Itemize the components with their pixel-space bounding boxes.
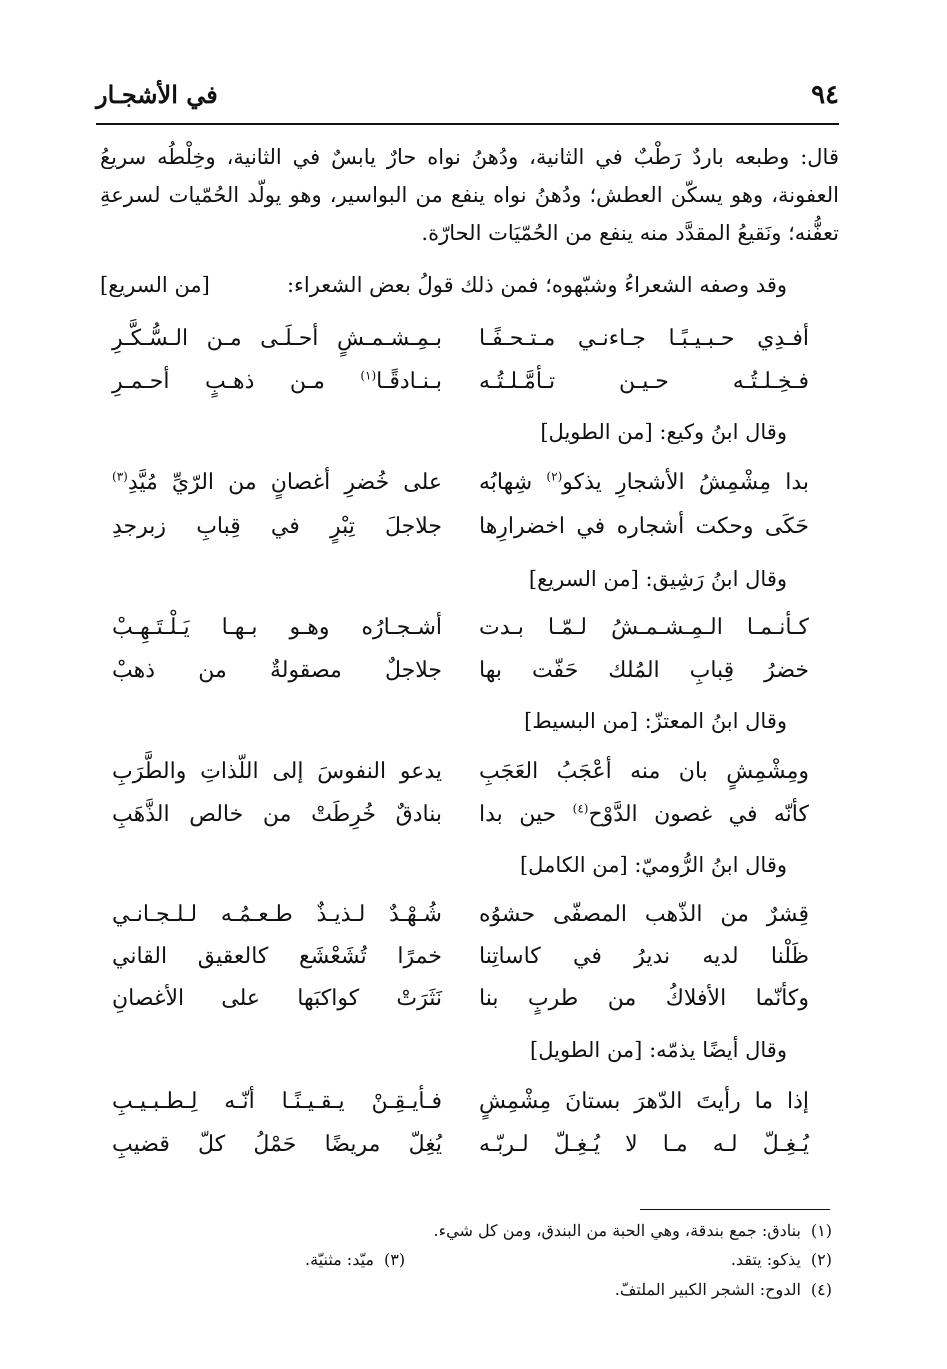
verse-text: شِهابُه — [479, 470, 547, 495]
section-intro — [100, 846, 787, 884]
page-number: ٩٤ — [811, 80, 839, 110]
footnote-rule — [640, 1209, 830, 1210]
intro-text: وقال ابنُ المعتزّ: — [644, 709, 787, 733]
verse-second-hemistich: فـأيـقِـنْ يـقـيـنًـا أنّـه لِـطـبـيـبِ — [112, 1089, 442, 1114]
verse-first-hemistich: أفـدِي حـبـيـبًـا جـاءنـي مـتـحـفًـا — [479, 326, 809, 351]
verse-second-hemistich — [112, 360, 442, 404]
verse-first-hemistich: يُـغِـلّ لـه مـا لا يُـغِـلّ لـربّـه — [479, 1132, 809, 1157]
footnote-marker: (١) — [360, 368, 377, 383]
verse-text: حين بدا — [479, 802, 573, 827]
footnote-text: يذكو: يتقد. — [730, 1250, 801, 1269]
footnote-number: (٤) — [810, 1280, 832, 1299]
verse-first-hemistich: إذا ما رأيتَ الدّهرَ بستانَ مِشْمِشٍ — [479, 1089, 809, 1114]
section-intro — [100, 266, 787, 304]
verse-first-hemistich — [479, 793, 809, 837]
running-title: في الأشجـار — [96, 80, 218, 109]
section-intro — [100, 1031, 787, 1069]
section-intro — [100, 560, 787, 598]
footnote — [615, 1278, 832, 1302]
verse-first-hemistich: حَكَى وحكت أشجاره في اخضرارِها — [479, 514, 809, 539]
footnote-text: الدوح: الشجر الكبير الملتفّ. — [614, 1280, 801, 1299]
prose-text: قال: وطبعه باردٌ رَطْبٌ في الثانية، ودُهنُ نواه حارٌ يابسٌ في الثانية، وخِلْطُه سريعُ العفونة، وهو يسكّن العطش؛ ودُهنُ نواه ينفع من البواسير، وهو يولّد الحُمّيات لسرعةِ تعفُّنه؛ ونَقيعُ المقدَّد منه ينفع من الحُمّيَات الحارّة. — [100, 145, 839, 245]
verse-first-hemistich: وكأنّما الأفلاكُ من طربٍ بنا — [479, 986, 809, 1011]
verse-second-hemistich: يدعو النفوسَ إلى اللّذاتِ والطَّرَبِ — [112, 759, 442, 784]
verse-second-hemistich: بنادقٌ خُرِطَتْ من خالص الذَّهَبِ — [112, 802, 442, 827]
verse-second-hemistich: خمرًا تُشَعْشَع كالعقيق القاني — [112, 944, 442, 969]
intro-text: وقال أيضًا يذمّه: — [649, 1038, 787, 1062]
verse-text: بدا مِشْمِشُ الأشجارِ يذكو — [562, 470, 809, 495]
verse-second-hemistich — [112, 461, 442, 505]
verse-first-hemistich: ومِشْمِشٍ بان منه أعْجَبُ العَجَبِ — [479, 759, 809, 784]
verse-second-hemistich: جلاجلَ تِبْرٍ في قِبابِ زبرجدِ — [112, 514, 442, 539]
verse-first-hemistich: كـأنـمـا الـمِـشـمـشُ لـمّـا بـدت — [479, 615, 809, 640]
footnote-marker: (٢) — [546, 469, 563, 484]
footnote — [731, 1248, 832, 1272]
verse-second-hemistich: يُغِلّ مريضًا حَمْلُ كلّ قضيبِ — [112, 1132, 442, 1157]
section-intro — [100, 413, 787, 451]
verse-second-hemistich: شُـهْـدٌ لـذيـذٌ طـعـمُـه لـلـجـانـي — [112, 902, 442, 927]
footnote-number: (٣) — [384, 1250, 406, 1269]
verse-second-hemistich: بـمِـشـمـشٍ أحـلَـى مـن الـسُّـكَّـرِ — [112, 326, 442, 351]
intro-text: وقد وصفه الشعراءُ وشبّهوه؛ فمن ذلك قولُ بعض الشعراء: — [286, 273, 787, 297]
meter-label: [من الكامل] — [519, 853, 628, 877]
footnote-text: بنادق: جمع بندقة، وهي الحبة من البندق، ومن كل شيء. — [433, 1221, 801, 1240]
prose-paragraph — [100, 138, 839, 252]
footnote — [305, 1248, 405, 1272]
footnote-number: (١) — [810, 1221, 832, 1240]
meter-label: [من البسيط] — [524, 709, 638, 733]
header-rule — [96, 123, 839, 125]
meter-label: [من الطويل] — [540, 420, 653, 444]
footnote-marker: (٣) — [112, 469, 128, 484]
meter-label: [من السريع] — [528, 567, 639, 591]
verse-first-hemistich: فـخِـلـتُـه حـيـن تـأمَّـلـتُـه — [479, 369, 809, 394]
meter-label: [من السريع] — [100, 273, 210, 297]
verse-first-hemistich — [479, 461, 809, 505]
footnote-marker: (٤) — [572, 801, 589, 816]
section-intro — [100, 702, 787, 740]
verse-first-hemistich: ظَلْنا لديه نديرُ في كاساتِنا — [479, 944, 809, 969]
page-header — [96, 80, 839, 116]
intro-text: وقال ابنُ الرُّوميّ: — [634, 853, 787, 877]
verse-text: بـنـادقًـا — [376, 369, 442, 394]
intro-text: وقال ابنُ رَشِيق: — [645, 567, 787, 591]
verse-text: على خُضرِ أغصانٍ من الرّيِّ مُيَّدِ — [127, 470, 442, 495]
intro-text: وقال ابنُ وكيع: — [659, 420, 787, 444]
verse-second-hemistich: نَثَرَتْ كواكبَها على الأغصانِ — [112, 986, 442, 1011]
verse-first-hemistich: خضرُ قِبابِ المُلك حَفّت بها — [479, 658, 809, 683]
footnote-number: (٢) — [810, 1250, 832, 1269]
verse-second-hemistich: أشـجـارُه وهـو بـهـا يَـلْـتَـهِـبْ — [112, 615, 442, 640]
footnote — [434, 1219, 833, 1243]
verse-text: مـن ذهـبٍ أحـمـرِ — [112, 369, 361, 394]
verse-text: كأنّه في غصون الدَّوْح — [588, 802, 809, 827]
verse-first-hemistich: قِشرٌ من الذّهب المصفّى حشوُه — [479, 902, 809, 927]
footnote-text: ميّد: مثنيّة. — [305, 1250, 374, 1269]
meter-label: [من الطويل] — [530, 1038, 643, 1062]
verse-second-hemistich: جلاجلٌ مصقولةٌ من ذهبْ — [112, 658, 442, 683]
